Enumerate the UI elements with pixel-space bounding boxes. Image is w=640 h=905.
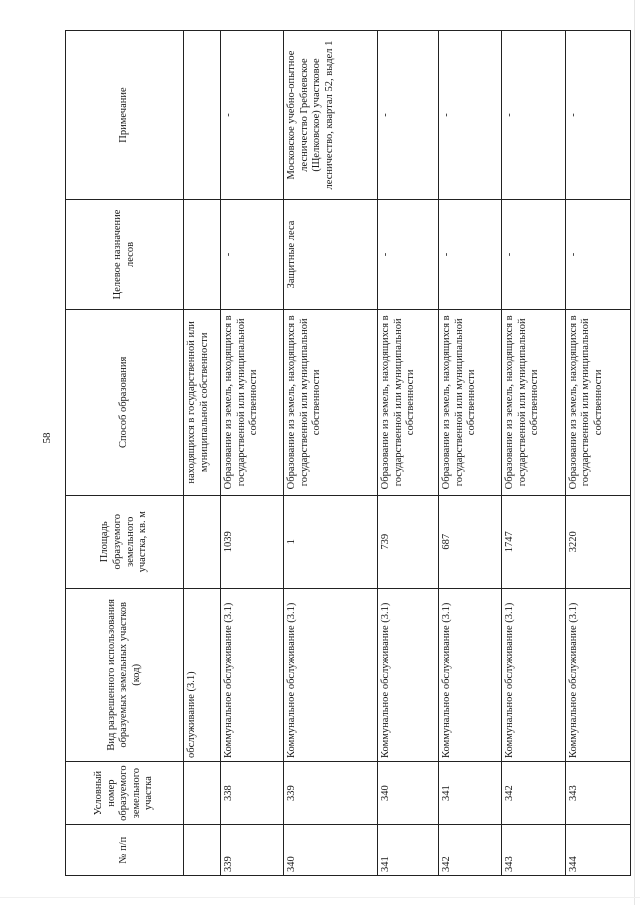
row-formation-method: Образование из земель, находящихся в государственной или муниципальной собственности xyxy=(502,309,565,495)
row-formation-method: Образование из земель, находящихся в государственной или муниципальной собственности xyxy=(565,309,630,495)
row-formation-method: Образование из земель, находящихся в государственной или муниципальной собственности xyxy=(378,309,439,495)
row-area: 739 xyxy=(378,495,439,588)
row-index: 339 xyxy=(221,825,284,876)
row-note: - xyxy=(439,31,502,200)
land-plots-table-wrapper xyxy=(65,30,631,876)
row-plot-number: 341 xyxy=(439,761,502,824)
row-note: Московское учебно-опытное лесничество Гребневское (Щелковское) участковое лесничество, квартал 52, выдел 1 xyxy=(284,31,378,200)
table-row xyxy=(221,31,284,876)
row-forest-purpose: - xyxy=(565,200,630,310)
row-area: 3220 xyxy=(565,495,630,588)
header-forest-purpose: Целевое назначение лесов xyxy=(66,200,184,310)
table-cell xyxy=(184,761,221,824)
row-index: 340 xyxy=(284,825,378,876)
table-row xyxy=(439,31,502,876)
row-plot-number: 339 xyxy=(284,761,378,824)
header-permitted-use: Вид разрешенного использования образуемых земельных участков (код) xyxy=(66,588,184,761)
row-plot-number: 342 xyxy=(502,761,565,824)
table-cell: находящихся в государственной или муниципальной собственности xyxy=(184,309,221,495)
row-permitted-use: Коммунальное обслуживание (3.1) xyxy=(565,588,630,761)
row-forest-purpose: Защитные леса xyxy=(284,200,378,310)
row-note: - xyxy=(378,31,439,200)
row-permitted-use: Коммунальное обслуживание (3.1) xyxy=(502,588,565,761)
row-plot-number: 340 xyxy=(378,761,439,824)
row-area: 1039 xyxy=(221,495,284,588)
land-plots-table xyxy=(65,30,631,876)
row-forest-purpose: - xyxy=(221,200,284,310)
table-row xyxy=(565,31,630,876)
row-formation-method: Образование из земель, находящихся в государственной или муниципальной собственности xyxy=(221,309,284,495)
header-area: Площадь образуемого земельного участка, кв. м xyxy=(66,495,184,588)
table-cell xyxy=(184,825,221,876)
row-note: - xyxy=(221,31,284,200)
row-plot-number: 343 xyxy=(565,761,630,824)
table-cell: обслуживание (3.1) xyxy=(184,588,221,761)
row-note: - xyxy=(565,31,630,200)
row-forest-purpose: - xyxy=(502,200,565,310)
header-index: № п/п xyxy=(66,825,184,876)
table-row xyxy=(284,31,378,876)
page-number: 58 xyxy=(41,432,53,444)
row-permitted-use: Коммунальное обслуживание (3.1) xyxy=(378,588,439,761)
scan-edge-line xyxy=(634,0,635,905)
row-forest-purpose: - xyxy=(378,200,439,310)
row-index: 341 xyxy=(378,825,439,876)
row-formation-method: Образование из земель, находящихся в государственной или муниципальной собственности xyxy=(439,309,502,495)
row-forest-purpose: - xyxy=(439,200,502,310)
row-area: 1 xyxy=(284,495,378,588)
table-cell xyxy=(184,31,221,200)
row-area: 687 xyxy=(439,495,502,588)
row-index: 344 xyxy=(565,825,630,876)
row-index: 342 xyxy=(439,825,502,876)
row-permitted-use: Коммунальное обслуживание (3.1) xyxy=(221,588,284,761)
row-plot-number: 338 xyxy=(221,761,284,824)
row-permitted-use: Коммунальное обслуживание (3.1) xyxy=(439,588,502,761)
continuation-row xyxy=(184,31,221,876)
header-row xyxy=(66,31,184,876)
table-cell xyxy=(184,200,221,310)
header-formation-method: Способ образования xyxy=(66,309,184,495)
scan-bottom-line xyxy=(0,897,640,898)
row-formation-method: Образование из земель, находящихся в государственной или муниципальной собственности xyxy=(284,309,378,495)
row-area: 1747 xyxy=(502,495,565,588)
row-index: 343 xyxy=(502,825,565,876)
table-row xyxy=(502,31,565,876)
header-plot-number: Условный номер образуемого земельного участка xyxy=(66,761,184,824)
row-permitted-use: Коммунальное обслуживание (3.1) xyxy=(284,588,378,761)
table-cell xyxy=(184,495,221,588)
table-row xyxy=(378,31,439,876)
row-note: - xyxy=(502,31,565,200)
header-note: Примечание xyxy=(66,31,184,200)
